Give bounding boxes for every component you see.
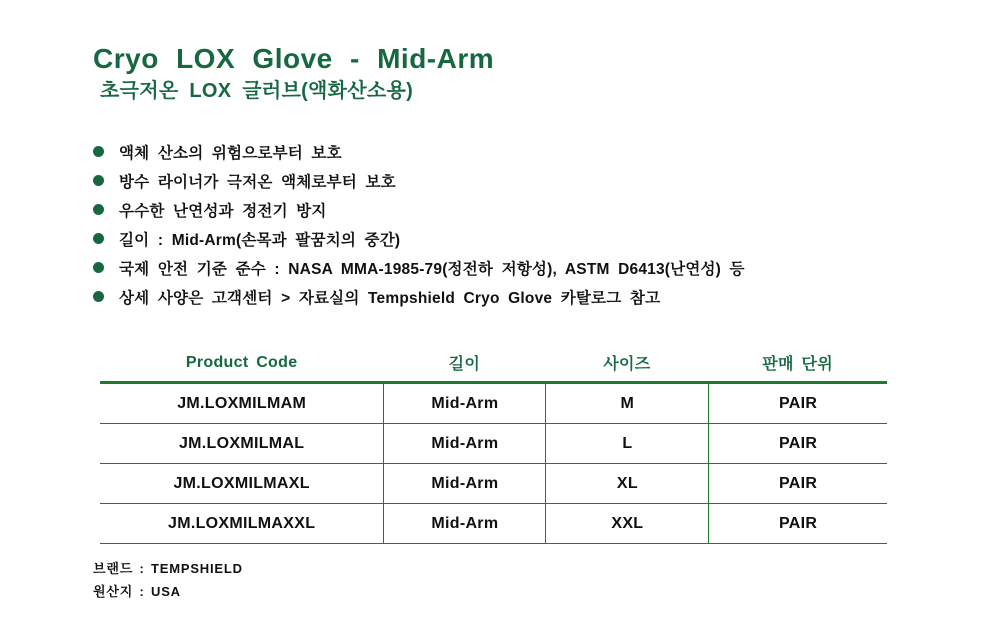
page-title: Cryo LOX Glove - Mid-Arm [93,43,495,74]
feature-item [93,195,745,224]
bullet-dot-icon [93,146,104,157]
cell-product-code: JM.LOXMILMAXL [173,474,310,492]
feature-item [93,137,745,166]
cell-unit: PAIR [708,424,887,463]
table-row [100,504,887,544]
cell-length: Mid-Arm [383,424,545,463]
feature-item [93,166,745,195]
feature-list [93,137,745,311]
feature-text: 우수한 난연성과 정전기 방지 [119,202,327,220]
cell-unit: PAIR [708,384,887,423]
feature-item [93,224,745,253]
cell-length: Mid-Arm [383,384,545,423]
feature-text: 국제 안전 기준 준수 : NASA MMA-1985-79(정전하 저항성), ASTM D6413(난연성) 등 [119,260,745,278]
cell-size: L [545,424,708,463]
header-cell-unit: 판매 단위 [762,356,834,373]
bullet-dot-icon [93,233,104,244]
feature-text: 상세 사양은 고객센터 > 자료실의 Tempshield Cryo Glove 카탈로그 참고 [119,289,661,307]
page-subtitle: 초극저온 LOX 글러브(액화산소용) [100,80,414,102]
bullet-dot-icon [93,204,104,215]
cell-length: Mid-Arm [383,464,545,503]
bullet-dot-icon [93,262,104,273]
header-cell-product-code: Product Code [185,353,298,371]
header-cell-size: 사이즈 [603,356,651,373]
cell-size: M [545,384,708,423]
table-row [100,424,887,464]
table-header-row [100,344,887,384]
cell-unit: PAIR [708,464,887,503]
cell-size: XL [545,464,708,503]
table-row [100,464,887,504]
origin-info: 원산지 : USA [93,584,181,599]
feature-text: 길이 : Mid-Arm(손목과 팔꿈치의 중간) [119,231,401,249]
feature-text: 방수 라이너가 극저온 액체로부터 보호 [119,173,396,191]
table-row [100,384,887,424]
product-table [100,344,887,544]
feature-item [93,282,745,311]
cell-product-code: JM.LOXMILMAXXL [168,514,316,532]
bullet-dot-icon [93,291,104,302]
header-cell-length: 길이 [448,356,481,373]
cell-product-code: JM.LOXMILMAM [177,394,307,412]
cell-unit: PAIR [708,504,887,543]
brand-info: 브랜드 : TEMPSHIELD [93,561,243,576]
bullet-dot-icon [93,175,104,186]
cell-product-code: JM.LOXMILMAL [178,434,305,452]
feature-item [93,253,745,282]
feature-text: 액체 산소의 위험으로부터 보호 [119,144,342,162]
cell-length: Mid-Arm [383,504,545,543]
cell-size: XXL [545,504,708,543]
